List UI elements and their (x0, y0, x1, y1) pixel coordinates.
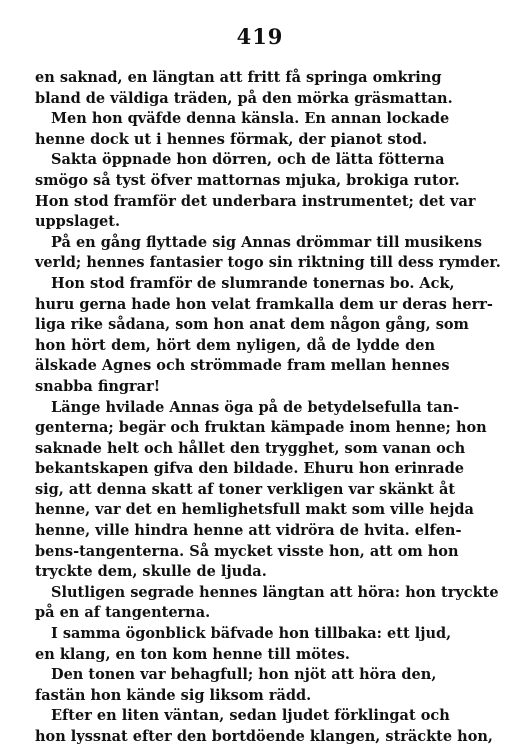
text-line: smögo så tyst öfver mattornas mjuka, brokiga rutor. (35, 171, 460, 189)
text-line: en saknad, en längtan att fritt få springa omkring (35, 69, 442, 86)
text-line: henne, ville hindra henne att vidröra de hvita. elfen- (35, 522, 462, 540)
text-line: bland de väldiga träden, på den mörka gräsmattan. (35, 89, 453, 107)
text-line: henne, var det en hemlighetsfull makt som ville hejda (35, 501, 474, 519)
text-line: Hon stod framför de slumrande tonernas bo. Ack, (51, 274, 455, 292)
text-line: bekantskapen gifva den bildade. Ehuru hon erinrade (35, 460, 464, 478)
text-line: Sakta öppnade hon dörren, och de lätta fötterna (51, 151, 445, 169)
text-line: tryckte dem, skulle de ljuda. (35, 563, 267, 581)
text-line: hon hört dem, hört dem nyligen, då de lydde den (35, 336, 435, 354)
text-line: fastän hon kände sig liksom rädd. (35, 686, 312, 704)
text-line: saknade helt och hållet den trygghet, som vanan och (35, 439, 466, 457)
text-line: Slutligen segrade hennes längtan att höra: hon tryckte (51, 583, 499, 601)
text-line: bens-tangenterna. Så mycket visste hon, att om hon (35, 542, 459, 560)
body-text (35, 68, 501, 748)
text-line: verld; hennes fantasier togo sin riktning till dess rymder. (35, 254, 501, 272)
text-line: uppslaget. (35, 213, 120, 231)
text-line: snabba fingrar! (35, 377, 161, 395)
text-line: sig, att denna skatt af toner verkligen var skänkt åt (35, 480, 456, 498)
text-line: Den tonen var behagfull; hon njöt att höra den, (51, 666, 437, 684)
page-number: 419 (236, 24, 284, 49)
text-line: älskade Agnes och strömmade fram mellan hennes (35, 357, 450, 375)
text-line: på en af tangenterna. (35, 604, 211, 622)
text-line: Men hon qväfde denna känsla. En annan lockade (51, 110, 450, 128)
text-line: hon lyssnat efter den bortdöende klangen, sträckte hon, (35, 728, 493, 745)
text-line: genterna; begär och fruktan kämpade inom henne; hon (35, 419, 487, 437)
text-line: Efter en liten väntan, sedan ljudet förklingat och (51, 707, 450, 725)
text-line: huru gerna hade hon velat framkalla dem ur deras herr- (35, 295, 493, 313)
text-line: På en gång flyttade sig Annas drömmar till musikens (51, 233, 483, 251)
text-line: liga rike sådana, som hon anat dem någon gång, som (35, 316, 469, 334)
text-line: I samma ögonblick bäfvade hon tillbaka: ett ljud, (51, 625, 452, 643)
text-line: Hon stod framför det underbara instrumentet; det var (35, 192, 476, 210)
text-line: henne dock ut i hennes förmak, der pianot stod. (35, 130, 428, 148)
text-line: en klang, en ton kom henne till mötes. (35, 645, 350, 663)
text-line: Länge hvilade Annas öga på de betydelsefulla tan- (51, 398, 460, 416)
